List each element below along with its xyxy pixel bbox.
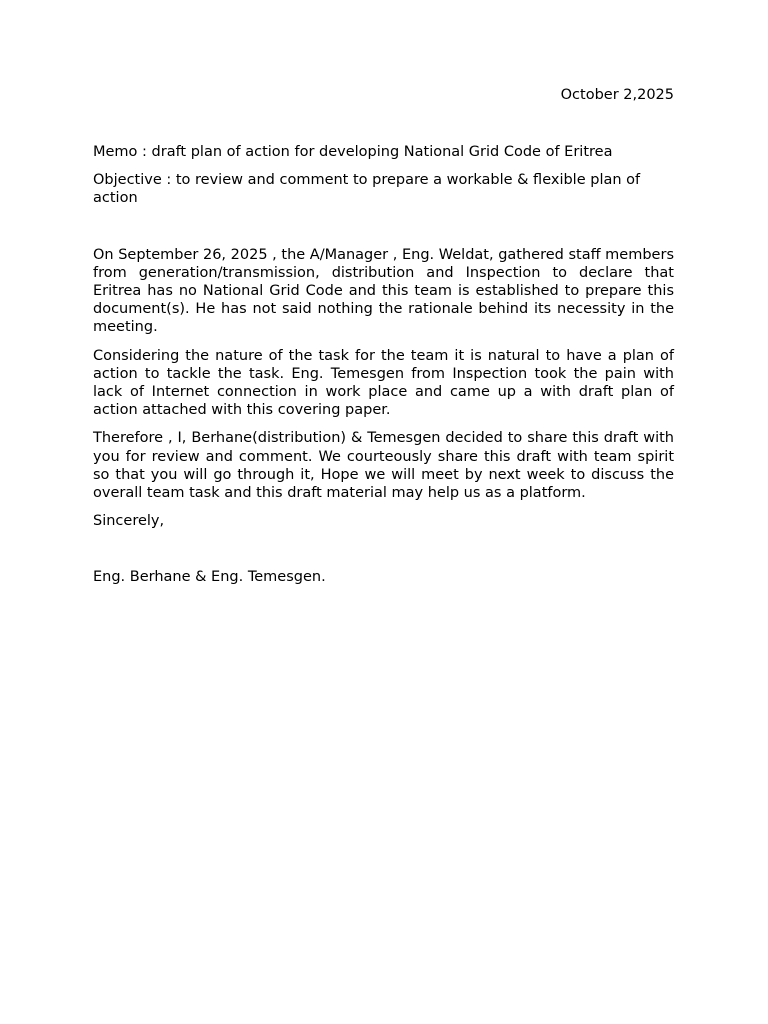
memo-content [93,143,674,587]
memo-subject: Memo : draft plan of action for developing National Grid Code of Eritrea [93,144,613,160]
body-paragraph-1: On September 26, 2025 , the A/Manager , Eng. Weldat, gathered staff members from generation/transmission, distribution and Inspection to declare that Eritrea has no National Grid Code and this team is established to prepare this document(s). He has not said nothing the rationale behind its necessity in the meeting. [93,246,674,336]
body-paragraph-2: Considering the nature of the task for the team it is natural to have a plan of action to tackle the task. Eng. Temesgen from Inspection took the pain with lack of Internet connection in work place and came up a with draft plan of action attached with this covering paper. [93,347,674,419]
memo-date: October 2,2025 [560,87,674,103]
body-paragraph-3: Therefore , I, Berhane(distribution) & Temesgen decided to share this draft with you for review and comment. We courteously share this draft with team spirit so that you will go through it, Hope we will meet by next week to discuss the overall team task and this draft material may help us as a platform. [93,430,674,502]
signature: Eng. Berhane & Eng. Temesgen. [93,569,326,586]
memo-objective: Objective : to review and comment to prepare a workable & flexible plan of action [93,172,641,207]
closing-salutation: Sincerely, [93,513,165,530]
